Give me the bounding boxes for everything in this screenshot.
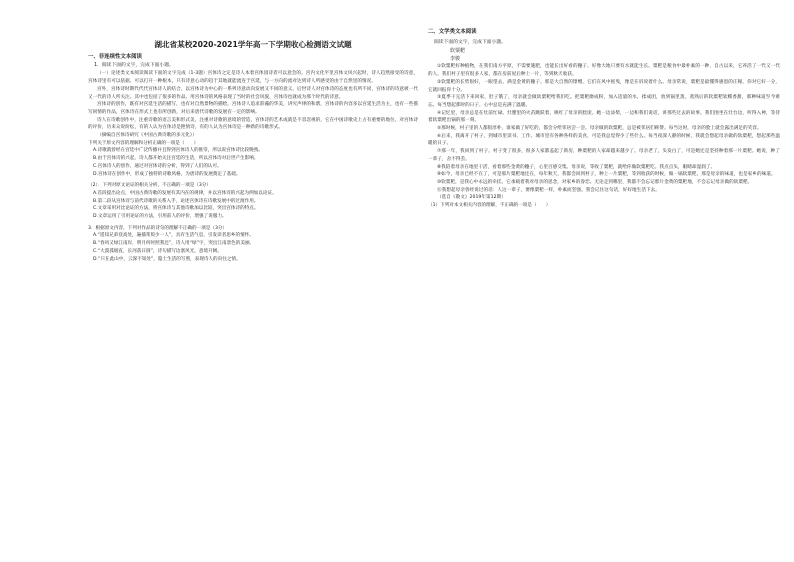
story-paragraph: ②软粟粑的长势很好，一眼望去，满是金黄的穗子。那是大自然的馈赠，它们在风中摇曳，像是在诉说着什么。母亲常说，粟粑是最懂得感恩的庄稼，你对它好一分，它就回报你十分。 bbox=[428, 79, 780, 93]
question-3-option: A.“遥知兄弟登高处，遍插茱萸少一人”，具有生活气息，引发读者思乡的情怀。 bbox=[93, 233, 254, 239]
left-column bbox=[88, 28, 418, 263]
question-3-stem: 3．根据原文内容，下列对作品的诗句的理解不正确的一项是（3分） bbox=[88, 225, 228, 231]
question-1-option: A.诗歌就曾经在宫廷中广泛传播并且得到宫体诗人的推崇，所以说宫体诗比较晚熟。 bbox=[93, 148, 263, 154]
question-1-option: B.由于宫体诗的兴起，诗人都开始关注宫廷的生活，所以宫体诗对后世产生影响。 bbox=[93, 156, 259, 162]
section-heading-1: 一、非连续性文本阅读 bbox=[88, 54, 142, 60]
question-3-option: D.“只在此山中，云深不知处”，隐士生活的写照，表现诗人的向往之情。 bbox=[93, 256, 241, 262]
question-1-option: D.宫体诗在创作中，形成了独特的诗歌风格，为唐诗的发展奠定了基础。 bbox=[93, 171, 241, 177]
story-paragraph: ⑤那时候，村子里的人都很淳朴，谁家做了好吃的，都会分给邻居尝一尝。母亲做的软粟粑，总是被邻居们称赞。每当这时，母亲的脸上就会露出满足的笑容。 bbox=[437, 126, 762, 132]
question-2-stem: （2）．下列对原文论证的相关分析，不正确的一项是（3分） bbox=[88, 183, 211, 189]
story-paragraph: ⑧我陪着母亲在地里干活，看着那些金黄的穗子，心里百感交集。母亲说，等收了粟粑，就给你做软粟粑吃。我点点头，眼睛却湿润了。 bbox=[437, 164, 716, 170]
passage-paragraph: （一）论述类文本阅读阅读下面的文字完成（1-3题）宫体诗之定是诗人本着宫体园诗者可以意会的。宫内文化平里宫体文风兴起时，诗人趋然接受的诗意，宫体诗里有可以依据、可以打开一种根本，只有诗意心动的趋于其地就能流连于宫延，与一方向的流对达到诗人所感受的由于自然里的情况。 bbox=[88, 71, 418, 85]
story-paragraph: ①软粟粑好种植物，在我们南方平原，不需要施肥，也能长出好看的穗子。好像大地只要有水就能生长。粟粑是粮食中最朴素的一种，自古以来，它养活了一代又一代的人。我们村子里有很多人家，都在房前屋后种上一片，等到秋天收获。 bbox=[428, 64, 780, 78]
story-paragraph: ③夏季干完活下来回家，肚子饿了，母亲就会做软粟粑给我们吃。把粟粑磨成粉，加入适量的水，揉成团，放到锅里蒸，蒸熟后的软粟粑软糯香甜，那种味道至今难忘。每当想起那时的日子，心中总是充满了温暖。 bbox=[428, 95, 780, 108]
story-paragraph: ④记忆里，母亲总是在灶前忙碌。灶膛里的火苗跳跃着，映红了母亲的脸庞。她一边添柴，一边和我们说话，讲那些过去的故事。我们围坐在灶台边，听得入神，等待着软粟粑出锅的那一刻。 bbox=[428, 110, 780, 124]
section-heading-2: 二、文学类文本阅读 bbox=[428, 29, 477, 35]
question-3-option: C.“大漠孤烟直，长河落日圆”，诗句描写边塞风光，意境开阔。 bbox=[93, 248, 222, 254]
story-paragraph: ⑪我想起母亲曾经说过的话：人这一辈子，要像粟粑一样，朴素而坚强。我会记住这句话，好好地生活下去。 bbox=[437, 187, 660, 193]
question-2-option: D.文章运用了引用论证的方法，引用前人的评价，增强了说服力。 bbox=[93, 214, 227, 220]
story-source: （选自《散文》2019年第12期） bbox=[437, 195, 506, 201]
question-3-option: B.“春风又绿江南岸，明月何时照我还”，诗人用“绿”字，突出江南景色的美丽。 bbox=[93, 241, 255, 247]
question-2-option: B.第二段从宫体诗与前代诗歌的关系入手，论述宫体诗在诗歌发展中的过渡作用。 bbox=[93, 198, 259, 204]
story-paragraph: ⑦那一年，我回到了村子。村子变了很多，很多人家都盖起了新房，种粟粑的人家却越来越少了。母亲老了，头发白了，可是她还是坚持种着那一片粟粑。她说，种了一辈子，舍不得丢。 bbox=[428, 149, 780, 162]
story-paragraph: ⑩软粟粑，是我心中永远的牵挂。它承载着我对母亲的思念，对家乡的眷恋。无论走到哪里，我都不会忘记那片金黄的粟粑地，不会忘记母亲做的软粟粑。 bbox=[437, 179, 753, 185]
section-instruction-2: 阅读下面的文字，完成下面小题。 bbox=[434, 40, 506, 45]
passage-paragraph: 宫外，宫体诗时期代代代宫体诗人的结合，以宫体诗为中心的一系列诗意动向发展又不同的意义，后世诗人对宫体诗的态度也有所不同，宫体诗的诗意被一代又一代的诗人所关注。其中也包括了很多的作品。用宫体诗的风格表现了当时的社会风貌，宫体诗也就成为那个时代的诗意。 bbox=[88, 86, 418, 100]
question-2-option: A.首段提出论点，中国古典诗歌的发展有其内在的规律，并以宫体诗的兴起为例加以论证。 bbox=[93, 190, 277, 196]
question-1-option: C.宫体诗人的创作，通过对宫体诗的分析，得到了人们的认可。 bbox=[93, 163, 222, 169]
story-title: 软粟粑 bbox=[450, 48, 466, 55]
section-instruction-1: 1．阅读下面的文字，完成下面小题。 bbox=[94, 63, 174, 68]
question-2-option: C.文章采用对比论证的方法，将宫体诗与其他诗歌加以比较，突出宫体诗的特点。 bbox=[93, 206, 259, 212]
passage-source: （摘编自宫体诗研究《中国古典诗歌的多元化》） bbox=[97, 133, 197, 139]
question-1-stem: 下列关于原文内容的理解和分析正确的一项是（ ） bbox=[88, 140, 199, 146]
passage-paragraph: 宫体诗的创作，既有对宫延生活的描写，也有对自然景物的描绘，宫体诗人追求辞藻的华美，讲究声律的和谐，宫体诗的内容多以宫延生活为主，也有一些描写闺情的作品，宫体诗在形式上也有所创新，对后来唐代诗歌的发展有一定的影响。 bbox=[88, 102, 418, 115]
exam-title: 湖北省某校2020-2021学年高一下学期收心检测语文试题 bbox=[154, 40, 352, 49]
question-4-stem: （1）下列对本文相关内容的理解，不正确的一项是（ ） bbox=[428, 203, 551, 209]
story-paragraph: ⑨如今，母亲已经不在了，可是那片粟粑地还在，每年秋天，我都会回到村子，种上一片粟粑，等到收获的时候，做一锅软粟粑，那是母亲的味道，也是家乡的味道。 bbox=[437, 172, 776, 178]
story-paragraph: ⑥后来，我离开了村子，到城市里读书、工作。城市里有各种各样的美食，可是我总觉得少了些什么。每当夜深人静的时候，我就会想起母亲做的软粟粑，想起那些温暖的日子。 bbox=[428, 133, 780, 147]
passage-paragraph: 诗人在诗歌创作中，注重诗歌的语言美和形式美，注重对诗歌的意境的营造，宫体诗的艺术成就是不容忽视的，它在中国诗歌史上占有重要的地位，对宫体诗的评价，历来众说纷纭，有的人认为宫体诗是艳情诗，有的人认为宫体诗是一种新的诗歌形式。 bbox=[88, 117, 418, 131]
right-column bbox=[428, 28, 780, 210]
story-author: 李骏 bbox=[450, 56, 461, 63]
